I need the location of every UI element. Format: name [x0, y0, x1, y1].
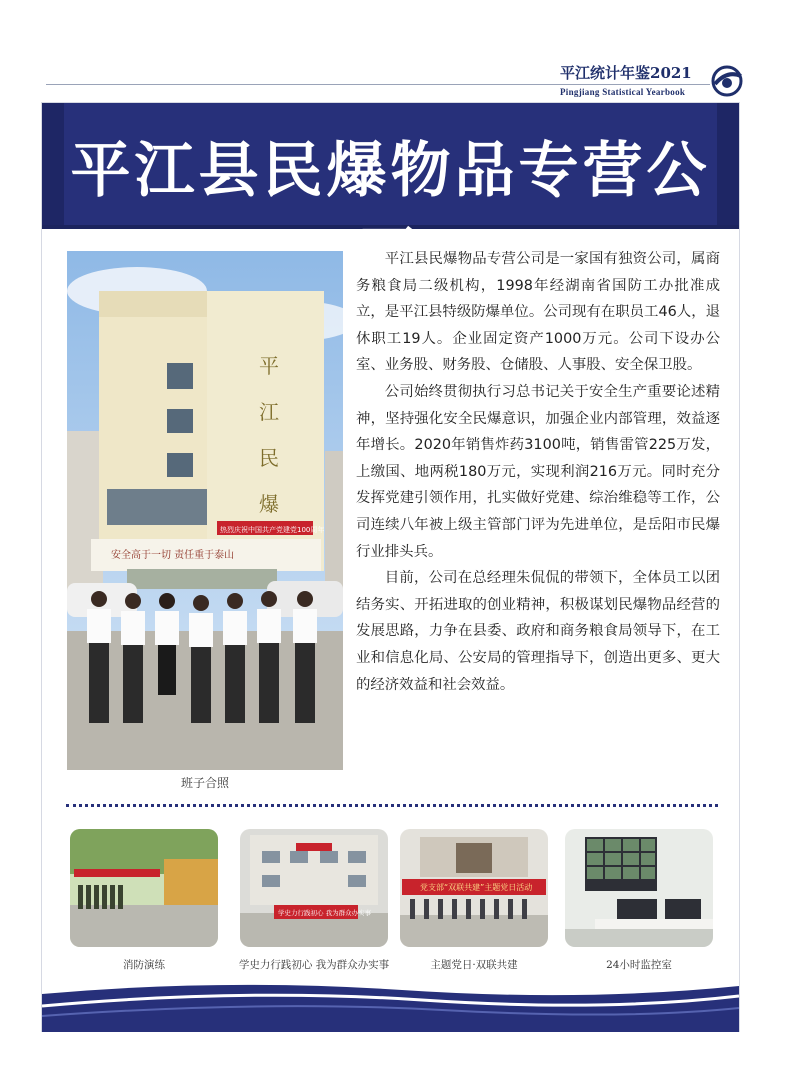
bottom-wave — [42, 976, 739, 1032]
gallery-photo-fire-drill — [70, 829, 218, 947]
service-banner: 学史力行践初心 我为群众办实事 — [278, 909, 372, 917]
building-banner: 热烈庆祝中国共产党建党100周年 — [220, 526, 325, 534]
team-photo-caption: 班子合照 — [180, 776, 229, 790]
paragraph-outlook: 目前，公司在总经理朱侃侃的带领下，全体员工以团结务实、开拓进取的创业精神，积极谋划民爆物品经营的发展思路，力争在县委、政府和商务粮食局领导下，在工业和信息化局、公安局的管理指导下，创造出更多、更大的经济效益和社会效益。 — [356, 570, 720, 693]
header-rule — [46, 84, 710, 85]
caption-party-day: 主题党日·双联共建 — [430, 959, 518, 971]
company-description — [356, 246, 720, 698]
title-band — [42, 103, 739, 292]
yearbook-title-en: Pingjiang Statistical Yearbook — [560, 87, 686, 97]
caption-fire-drill: 消防演练 — [123, 959, 165, 971]
yearbook-title: 平江统计年鉴2021 — [560, 64, 692, 82]
sign-char-3: 民 — [259, 446, 279, 470]
caption-service: 学史力行践初心 我为群众办实事 — [238, 959, 390, 971]
sign-char-4: 爆 — [259, 492, 279, 516]
gallery-photo-party-day — [400, 829, 548, 947]
gallery-photo-monitor-room — [565, 829, 713, 947]
party-day-banner: 党支部“双联共建”主题党日活动 — [420, 883, 533, 892]
sign-char-1: 平 — [259, 354, 279, 378]
section-divider — [66, 804, 718, 807]
page-title: 平江县民爆物品专营公司 — [70, 136, 711, 292]
yearbook-logo-icon — [709, 64, 745, 98]
paragraph-performance: 公司始终贯彻执行习总书记关于安全生产重要论述精神，坚持强化安全民爆意识，加强企业内部管理，效益逐年增长。2020年销售炸药3100吨，销售雷管225万发，上缴国、地两税180万元，实现利润216万元。同时充分发挥党建引领作用，扎实做好党建、综治维稳等工作，公司连续八年被上级主管部门评为先进单位，是岳阳市民爆行业排头兵。 — [356, 383, 720, 560]
building-slogan: 安全高于一切 责任重于泰山 — [111, 550, 235, 561]
paragraph-intro: 平江县民爆物品专营公司是一家国有独资公司，属商务粮食局二级机构，1998年经湖南省国防工办批准成立，是平江县特级防爆单位。公司现有在职员工46人，退休职工19人。企业固定资产1000万元。公司下设办公室、业务股、财务股、仓储股、人事股、安全保卫股。 — [356, 251, 720, 374]
gallery-photo-service — [240, 829, 388, 947]
caption-monitor-room: 24小时监控室 — [606, 959, 672, 971]
sign-char-2: 江 — [259, 400, 279, 424]
team-photo — [67, 251, 343, 770]
